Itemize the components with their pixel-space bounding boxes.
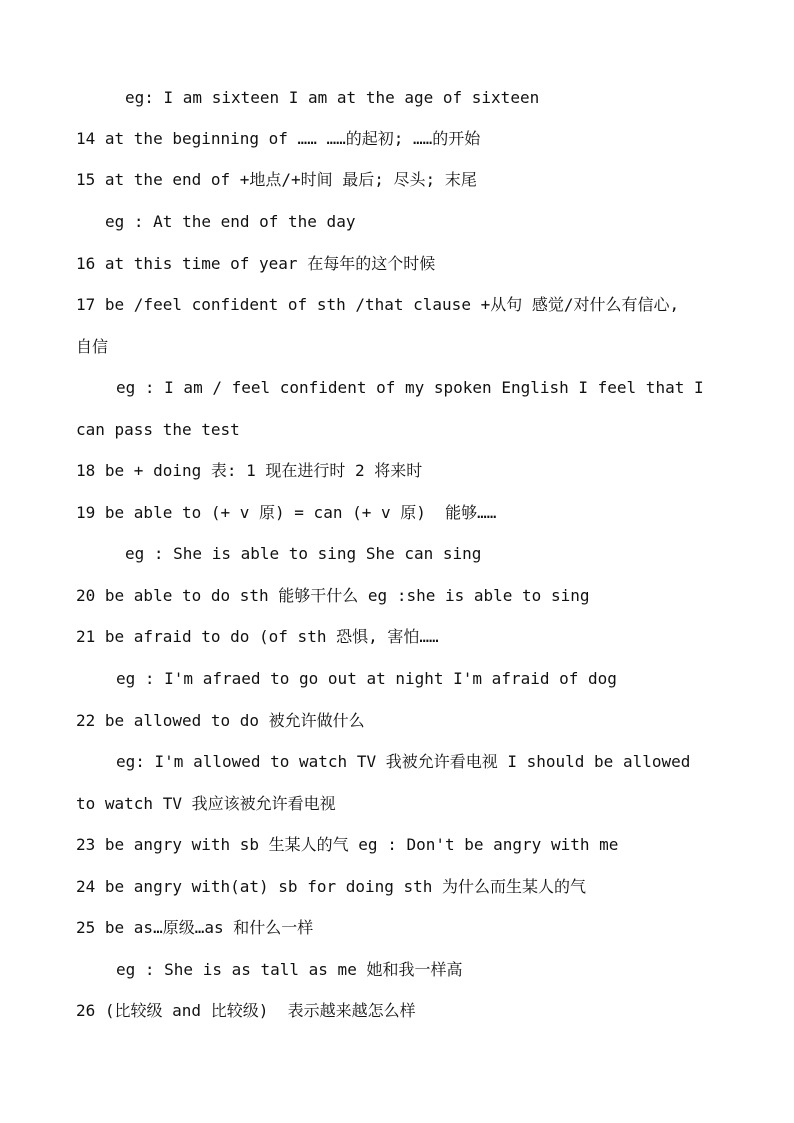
entry-18: 18 be + doing 表: 1 现在进行时 2 将来时: [76, 461, 423, 480]
entry-21: 21 be afraid to do (of sth 恐惧, 害怕……: [76, 627, 439, 646]
example-line-13: eg: I am sixteen I am at the age of sixteen: [125, 88, 540, 107]
example-line-17-cont: can pass the test: [76, 420, 240, 439]
entry-16: 16 at this time of year 在每年的这个时候: [76, 254, 436, 273]
example-line-22: eg: I'm allowed to watch TV 我被允许看电视 I should be allowed: [116, 752, 691, 771]
entry-25: 25 be as…原级…as 和什么一样: [76, 918, 314, 937]
entry-14: 14 at the beginning of …… ……的起初; ……的开始: [76, 129, 481, 148]
entry-24: 24 be angry with(at) sb for doing sth 为什么而生某人的气: [76, 877, 587, 896]
entry-17-cont: 自信: [76, 337, 109, 356]
entry-17: 17 be /feel confident of sth /that clause +从句 感觉/对什么有信心,: [76, 295, 680, 314]
entry-19: 19 be able to (+ v 原) = can (+ v 原) 能够……: [76, 503, 497, 522]
example-line-21: eg : I'm afraed to go out at night I'm afraid of dog: [116, 669, 617, 688]
example-line-25: eg : She is as tall as me 她和我一样高: [116, 960, 463, 979]
entry-22: 22 be allowed to do 被允许做什么: [76, 711, 365, 730]
example-line-17: eg : I am / feel confident of my spoken English I feel that I: [116, 378, 704, 397]
entry-20: 20 be able to do sth 能够干什么 eg :she is able to sing: [76, 586, 590, 605]
entry-26: 26 (比较级 and 比较级) 表示越来越怎么样: [76, 1001, 416, 1020]
example-line-19: eg : She is able to sing She can sing: [125, 544, 482, 563]
entry-15: 15 at the end of +地点/+时间 最后; 尽头; 末尾: [76, 170, 477, 189]
entry-23: 23 be angry with sb 生某人的气 eg : Don't be angry with me: [76, 835, 619, 854]
example-line-22-cont: to watch TV 我应该被允许看电视: [76, 794, 336, 813]
example-line-15: eg : At the end of the day: [105, 212, 356, 231]
